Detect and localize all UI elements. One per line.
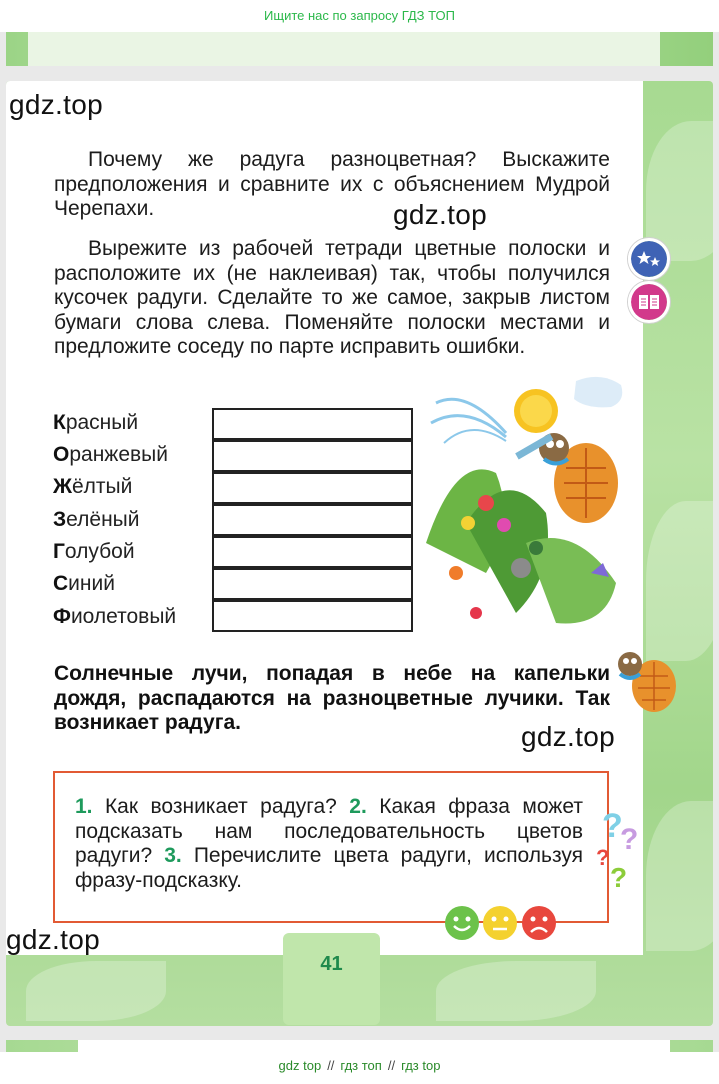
color-label-red: Красный <box>53 411 139 434</box>
next-page-paper <box>78 1040 670 1052</box>
color-strip-box <box>212 440 413 472</box>
watermark: gdz.top <box>393 199 487 230</box>
color-strip-box <box>212 536 413 568</box>
bottom-links-bar <box>0 1052 719 1084</box>
turtle-watering-illustration <box>426 373 631 643</box>
question-number: 3. <box>164 844 182 868</box>
questions-box <box>53 771 609 923</box>
svg-text:?: ? <box>620 823 639 856</box>
bottom-link[interactable]: gdz top <box>278 1058 322 1073</box>
next-page-strip <box>6 1040 713 1052</box>
bottom-separator: // <box>327 1058 335 1073</box>
paragraph-task: Вырежите из рабочей тетради цветные полоски и расположите их (не наклеивая) так, чтобы получился кусочек радуги. Сделайте то же самое, закрыв листом бумаги слова слева. Поменяйте полоски местами и предложите соседу по парте исправить ошибки. <box>54 237 610 359</box>
watermark: gdz.top <box>6 924 100 955</box>
watermark: gdz.top <box>521 721 615 752</box>
color-strip-box <box>212 568 413 600</box>
bottom-link[interactable]: гдз top <box>401 1058 441 1073</box>
smiley-neutral-icon <box>482 905 518 941</box>
svg-text:?: ? <box>596 845 610 870</box>
color-label-blue: Синий <box>53 572 115 595</box>
color-label-orange: Оранжевый <box>53 443 169 466</box>
color-strip-box <box>212 408 413 440</box>
question-2: Какая фраза может подсказать нам последовательность цветов радуги? <box>75 795 583 868</box>
question-1: Как возникает радуга? <box>104 795 337 818</box>
svg-text:?: ? <box>610 862 628 893</box>
wise-turtle-icon <box>612 646 678 718</box>
page-number: 41 <box>320 953 343 975</box>
background-leaf <box>436 961 596 1021</box>
paragraph-hypothesis: Почему же радуга разноцветная? Выскажите предположения и сравните их с объяснением Мудрой Черепахи. <box>54 148 610 221</box>
smiley-sad-icon <box>521 905 557 941</box>
book-icon <box>628 281 670 323</box>
question-marks-icon <box>596 803 646 893</box>
top-banner[interactable]: Ищите нас по запросу ГДЗ ТОП <box>0 0 719 32</box>
color-strip-box <box>212 600 413 632</box>
background-leaf <box>646 501 713 661</box>
page-number-tab <box>283 933 380 1025</box>
question-3: Перечислите цвета радуги, используя фразу-подсказку. <box>75 844 583 892</box>
background-leaf <box>26 961 166 1021</box>
color-label-green: Зелёный <box>53 508 140 531</box>
bottom-link[interactable]: гдз топ <box>340 1058 382 1073</box>
textbook-page <box>6 81 713 1026</box>
color-label-light-blue: Голубой <box>53 540 135 563</box>
question-number: 1. <box>75 795 93 818</box>
svg-text:?: ? <box>602 807 623 845</box>
questions-text <box>75 795 583 893</box>
color-label-yellow: Жёлтый <box>53 475 133 498</box>
watermark: gdz.top <box>9 89 103 120</box>
color-strip-box <box>212 504 413 536</box>
previous-page-paper <box>28 32 660 66</box>
color-label-violet: Фиолетовый <box>53 605 177 628</box>
stars-icon <box>628 238 670 280</box>
background-leaf <box>646 801 713 951</box>
bottom-separator: // <box>387 1058 396 1073</box>
rule-explanation: Солнечные лучи, попадая в небе на капельки дождя, распадаются на разноцветные лучики. Так возникает радуга. <box>54 662 610 735</box>
page-content <box>6 81 643 955</box>
color-strip-box <box>212 472 413 504</box>
smiley-happy-icon <box>444 905 480 941</box>
previous-page-strip <box>6 32 713 66</box>
question-number: 2. <box>349 795 367 818</box>
